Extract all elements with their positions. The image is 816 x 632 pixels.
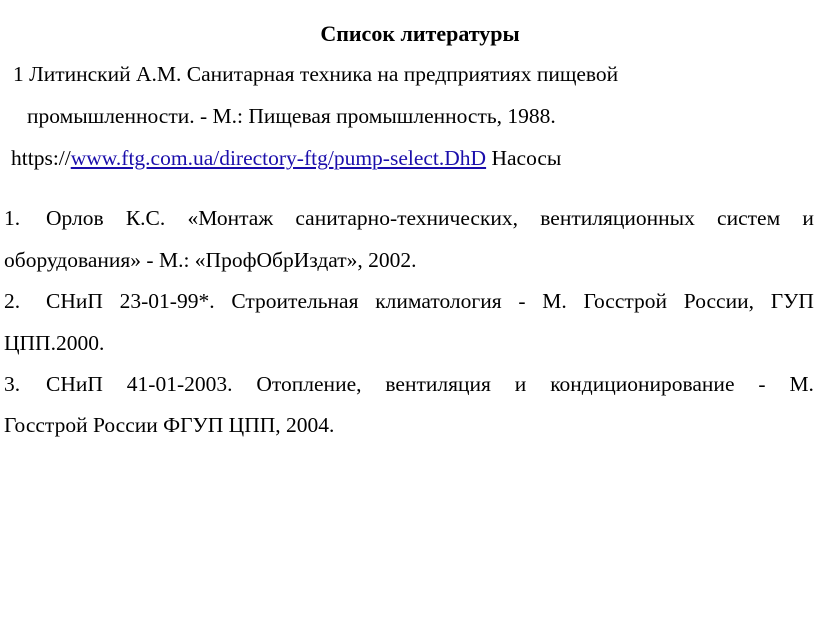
word: Госстрой (583, 289, 668, 313)
word: СНиП (46, 372, 103, 396)
word: и (802, 206, 814, 230)
word: вентиляция (385, 372, 491, 396)
reference-1-line-1 (4, 204, 814, 232)
word: Орлов (46, 206, 104, 230)
word: и (514, 372, 527, 396)
word: М. (789, 372, 814, 396)
word: Отопление, (256, 372, 362, 396)
reference-number: 1. (4, 206, 21, 230)
word: М. (542, 289, 567, 313)
word: России, (683, 289, 754, 313)
reference-number: 2. (4, 289, 21, 313)
reference-3-line-1 (4, 370, 814, 398)
word: 23-01-99*. (119, 289, 215, 313)
word: ГУП (770, 289, 814, 313)
word: вентиляционных (540, 206, 695, 230)
word: кондиционирование (550, 372, 735, 396)
page-title: Список литературы (320, 21, 520, 46)
reference-3-line-2: Госстрой России ФГУП ЦПП, 2004. (4, 413, 335, 437)
word: - (518, 289, 526, 313)
word: К.С. (125, 206, 166, 230)
reference-1-line-2: оборудования» - М.: «ПрофОбрИздат», 2002. (4, 248, 417, 272)
intro-url-line (11, 144, 561, 172)
ftg-link[interactable]: www.ftg.com.ua/directory-ftg/pump-select.DhD (70, 146, 487, 170)
reference-3-words (46, 370, 814, 398)
word: климатология (375, 289, 502, 313)
intro-reference-line-1: 1 Литинский А.М. Санитарная техника на предприятиях пищевой (13, 62, 619, 86)
word: санитарно-технических, (295, 206, 519, 230)
reference-2-line-1 (4, 287, 814, 315)
word: Строительная (231, 289, 359, 313)
reference-2-words (46, 287, 814, 315)
word: 41-01-2003. (126, 372, 233, 396)
reference-2-line-2: ЦПП.2000. (4, 331, 105, 355)
word: - (758, 372, 766, 396)
reference-1-words (46, 204, 814, 232)
url-prefix: https:// (11, 146, 71, 170)
word: «Монтаж (187, 206, 274, 230)
word: СНиП (46, 289, 103, 313)
intro-reference-line-2: промышленности. - М.: Пищевая промышленность, 1988. (27, 104, 556, 128)
reference-number: 3. (4, 372, 21, 396)
url-suffix: Насосы (486, 146, 562, 170)
word: систем (717, 206, 781, 230)
